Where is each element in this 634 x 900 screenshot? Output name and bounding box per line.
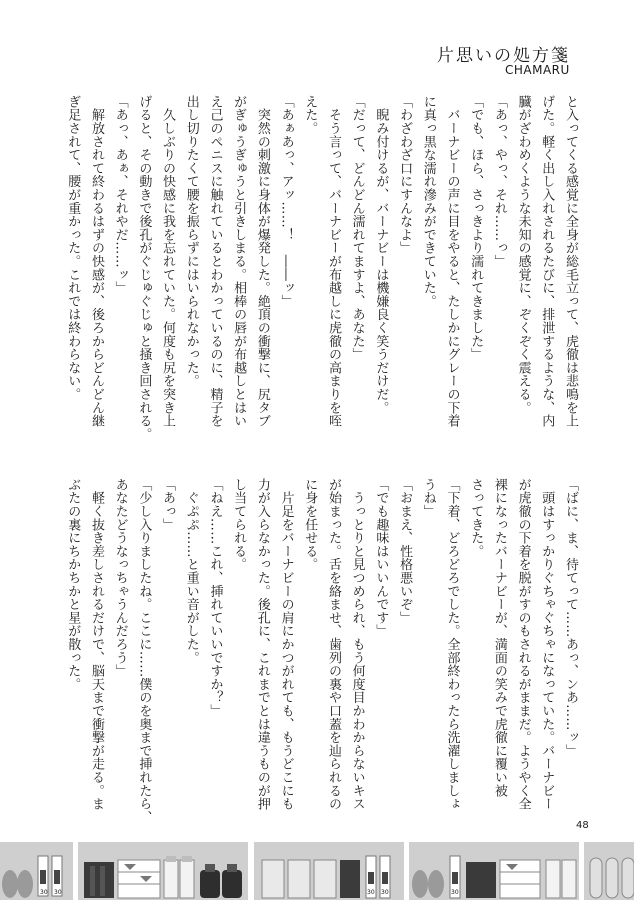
text-line: 突然の刺激に身体が爆発した。絶頂の衝撃に、尻タブ: [254, 95, 270, 428]
text-line: 睨み付けるが、バーナビーは機嫌良く笑うだけだ。: [373, 95, 389, 415]
footer-panel-5: [590, 858, 634, 898]
text-line: 「下着、どろどろでした。全部終わったら洗濯しましょ: [444, 478, 460, 811]
bottle-label: 30: [54, 889, 62, 896]
text-line: 軽く抜き差しされるだけで、脳天まで衝撃が走る。ま: [88, 478, 104, 811]
text-line: ぎ足されて、腰が重かった。これでは終わらない。: [65, 95, 81, 401]
text-line: そう言って、バーナビーが布越しに虎徹の高まりを咥: [325, 95, 341, 428]
text-line: あなたどうなっちゃうんだろう」: [112, 478, 128, 678]
text-line: 「おまえ、性格悪いぞ」: [397, 478, 413, 625]
text-line: に真っ黒な濡れ滲みができていた。: [420, 95, 436, 308]
text-line: 「だって、どんどん濡れてますよ、あなた」: [349, 95, 365, 361]
text-line: と入ってくる感覚に全身が総毛立って、虎徹は悲鳴を上: [563, 95, 578, 428]
text-line: 頭はすっかりぐちゃぐちゃになっていた。バーナビー: [539, 478, 555, 811]
text-line: えた。: [302, 95, 318, 135]
text-line: 久しぶりの快感に我を忘れていた。何度も尻を突き上: [160, 95, 176, 428]
bottle-label: 30: [40, 889, 48, 896]
text-line: 「ばに、ま、待てって……あっ、ンあ……ッ」: [563, 478, 578, 758]
text-line: が始まった。舌を絡ませ、歯列の裏や口蓋を辿られるの: [325, 478, 341, 811]
text-line: げた。軽く出し入れされるたびに、排泄するような、内: [539, 95, 555, 428]
text-line: 臓がざわめくような未知の感覚に、ぞくぞく震える。: [515, 95, 531, 415]
text-line: 「でも趣味はいいんです」: [373, 478, 389, 638]
text-line: 出し切りたくて腰を振らずにはいられなかった。: [183, 95, 199, 388]
page-title: 片思いの処方箋: [437, 46, 570, 66]
text-line: 片足をバーナビーの肩にかつがれても、もうどこにも: [278, 478, 294, 811]
text-line: バーナビーの声に目をやると、たしかにグレーの下着: [444, 95, 460, 428]
text-block-top: [65, 95, 582, 480]
text-line: 「あっ、やっ、それ……っ」: [491, 95, 507, 268]
footer-panel-3: [262, 856, 390, 898]
text-line: ぶたの裏にちかちかと星が散った。: [65, 478, 81, 691]
bottle-label: 30: [367, 889, 375, 896]
text-line: 「わざわざ口にすんなよ」: [397, 95, 413, 255]
page-number: 48: [576, 820, 589, 831]
text-line: 「あっ、あぁ、それやだ……ッ」: [112, 95, 128, 295]
text-line: に身を任せる。: [302, 478, 318, 572]
text-line: 「ねえ……これ、挿れていいですか？」: [207, 478, 223, 718]
text-line: 「少し入りましたね。ここに……僕のを奥まで挿れたら、: [136, 478, 152, 824]
text-line: 「あぁあっ、アッ……！ ――ッ」: [278, 95, 294, 308]
text-line: 「あっ」: [160, 478, 176, 532]
text-line: が虎徹の下着を脱がすのもされるがままだ。ようやく全: [515, 478, 531, 811]
text-line: 力が入らなかった。後孔に、これまでとは違うものが押: [254, 478, 270, 811]
text-line: げると、その動きで後孔がぐじゅぐじゅと掻き回される。: [136, 95, 152, 441]
text-line: うね」: [420, 478, 436, 518]
text-line: さってきた。: [468, 478, 484, 558]
text-line: 解放されて終わるはずの快感が、後ろからどんどん継: [88, 95, 104, 428]
text-line: 裸になったバーナビーが、満面の笑みで虎徹に覆い被: [491, 478, 507, 798]
text-block-bottom: [65, 478, 582, 863]
bottle-label: 30: [451, 889, 459, 896]
footer-shelf-illustration: [0, 842, 634, 900]
text-line: ぐぷぷ……と重い音がした。: [183, 478, 199, 665]
text-line: 「でも、ほら、さっきより濡れてきました」: [468, 95, 484, 361]
text-line: うっとりと見つめられ、もう何度目かわからないキス: [349, 478, 365, 811]
text-line: え己のペニスに触れているとわかっているのに、精子を: [207, 95, 223, 428]
author-name: CHAMARU: [505, 63, 570, 77]
text-line: し当てられる。: [231, 478, 247, 572]
text-line: がぎゅうぎゅうと引きしまる。相棒の唇が布越しとはい: [231, 95, 247, 428]
bottle-label: 30: [381, 889, 389, 896]
